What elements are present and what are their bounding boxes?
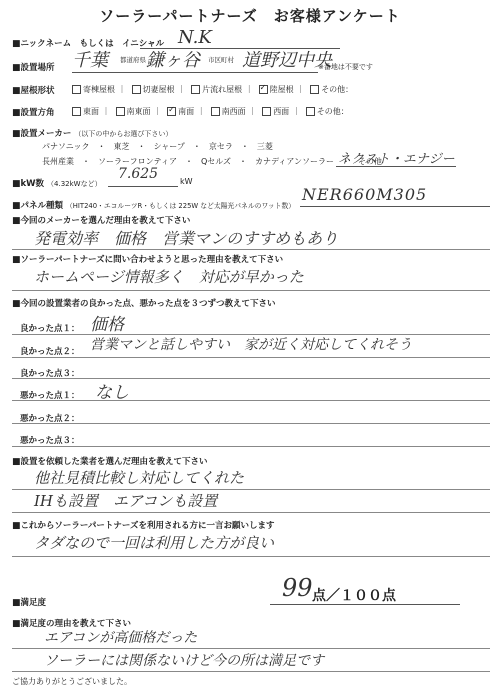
roof-option-kirizuma[interactable]: 切妻屋根 [132, 85, 175, 94]
roof-option-yosemune[interactable]: 寄棟屋根 [72, 85, 115, 94]
panel-value: NER660M305 [302, 185, 428, 204]
message-label: ■これからソーラーパートナーズを利用される方に一言お願いします [12, 521, 275, 531]
good-point-3-label: 良かった点３： [20, 369, 80, 379]
direction-option-west[interactable]: 西面 [262, 107, 289, 116]
direction-option-southeast[interactable]: 南東面 [116, 107, 151, 116]
checkbox[interactable] [191, 85, 200, 94]
roof-option-other[interactable]: その他： [310, 85, 353, 94]
location-pref: 千葉 [72, 50, 108, 71]
message-answer: タダなので一回は利用した方が良い [34, 534, 275, 552]
bad-point-3-label: 悪かった点３： [20, 436, 80, 446]
checkbox[interactable] [306, 107, 315, 116]
checkbox[interactable] [211, 107, 220, 116]
direction-option-southwest[interactable]: 南西面 [211, 107, 246, 116]
kw-label: ■kW数 （4.32kWなど） [12, 179, 102, 189]
good-point-2-answer: 営業マンと話しやすい 家が近く対応してくれそう [90, 337, 412, 353]
good-point-2-label: 良かった点２： [20, 347, 80, 357]
checkbox[interactable] [262, 107, 271, 116]
satisfaction-reason-label: ■満足度の理由を教えて下さい [12, 619, 132, 629]
satisfaction-reason-line-1: エアコンが高価格だった [44, 630, 198, 646]
location-pref-unit: 都道府県 [120, 56, 146, 64]
location-label: ■設置場所 [12, 63, 55, 73]
maker-reason-label: ■今回のメーカーを選んだ理由を教えて下さい [12, 216, 191, 226]
panel-label: ■パネル種類 （HIT240・エコルーツR・もしくは 225W など太陽光パネルのワット数） [12, 201, 296, 211]
survey-title: ソーラーパートナーズ お客様アンケート [99, 7, 401, 25]
maker-row-1: パナソニック ・ 東芝 ・ シャープ ・ 京セラ ・ 三菱 [42, 142, 273, 151]
location-note: ※番地は不要です [318, 63, 373, 71]
checkbox[interactable] [72, 107, 81, 116]
roof-option-katanagare[interactable]: 片流れ屋根 [191, 85, 242, 94]
footer-thanks: ご協力ありがとうございました。 [12, 677, 132, 686]
inquiry-reason-answer: ホームページ情報多く 対応が早かった [34, 268, 304, 286]
direction-options: 東面 ｜ 南東面 ｜ ✓ 南面 ｜ 南西面 ｜ 西面 ｜ その他： [72, 106, 349, 117]
installer-reason-line-2: IHも設置 エアコンも設置 [34, 492, 218, 510]
inquiry-reason-label: ■ソーラーパートナーズに問い合わせようと思った理由を教えて下さい [12, 255, 284, 265]
installer-reason-label: ■設置を依頼した業者を選んだ理由を教えて下さい [12, 457, 208, 467]
satisfaction-score: 99 [282, 574, 313, 602]
direction-option-other[interactable]: その他： [306, 107, 349, 116]
location-city-unit: 市区町村 [208, 56, 234, 64]
bad-point-1-label: 悪かった点１： [20, 391, 80, 401]
checkbox[interactable] [116, 107, 125, 116]
nickname-value: N.K [178, 27, 212, 48]
direction-label: ■設置方角 [12, 108, 55, 118]
satisfaction-suffix: 点／１００点 [312, 588, 396, 604]
kw-value: 7.625 [118, 166, 159, 182]
satisfaction-reason-line-2: ソーラーには関係ないけど今の所は満足です [44, 653, 324, 669]
checkbox-checked[interactable] [167, 107, 176, 116]
nickname-label: ■ニックネーム もしくは イニシャル [12, 39, 165, 49]
location-city: 鎌ヶ谷 [146, 50, 200, 71]
roof-type-options: 寄棟屋根 ｜ 切妻屋根 ｜ 片流れ屋根 ｜ ✓ 陸屋根 ｜ その他： [72, 84, 353, 95]
direction-option-south[interactable]: ✓ 南面 [167, 107, 194, 116]
direction-option-east[interactable]: 東面 [72, 107, 99, 116]
maker-reason-answer: 発電効率 価格 営業マンのすすめもあり [34, 229, 339, 248]
points-label: ■今回の設置業者の良かった点、悪かった点を３つずつ教えて下さい [12, 299, 276, 309]
good-point-1-answer: 価格 [90, 315, 124, 335]
bad-point-1-answer: なし [95, 383, 129, 403]
roof-option-rikuyane[interactable]: ✓ 陸屋根 [259, 85, 294, 94]
checkbox[interactable] [132, 85, 141, 94]
maker-row-2: 長州産業 ・ ソーラーフロンティア ・ Qセルズ ・ カナディアンソーラー ・ その他 [42, 157, 383, 166]
installer-reason-line-1: 他社見積比較し対応してくれた [34, 469, 245, 487]
maker-other-value: ネクスト・エナジー [338, 152, 455, 167]
location-town: 道野辺中央 [242, 50, 332, 71]
checkbox-checked[interactable] [259, 85, 268, 94]
bad-point-2-label: 悪かった点２： [20, 414, 80, 424]
roof-type-label: ■屋根形状 [12, 86, 55, 96]
checkbox[interactable] [72, 85, 81, 94]
good-point-1-label: 良かった点１： [20, 324, 80, 334]
satisfaction-label: ■満足度 [12, 598, 47, 608]
kw-unit: kW [180, 177, 193, 186]
maker-label: ■設置メーカー （以下の中からお選び下さい） [12, 129, 173, 139]
checkbox[interactable] [310, 85, 319, 94]
